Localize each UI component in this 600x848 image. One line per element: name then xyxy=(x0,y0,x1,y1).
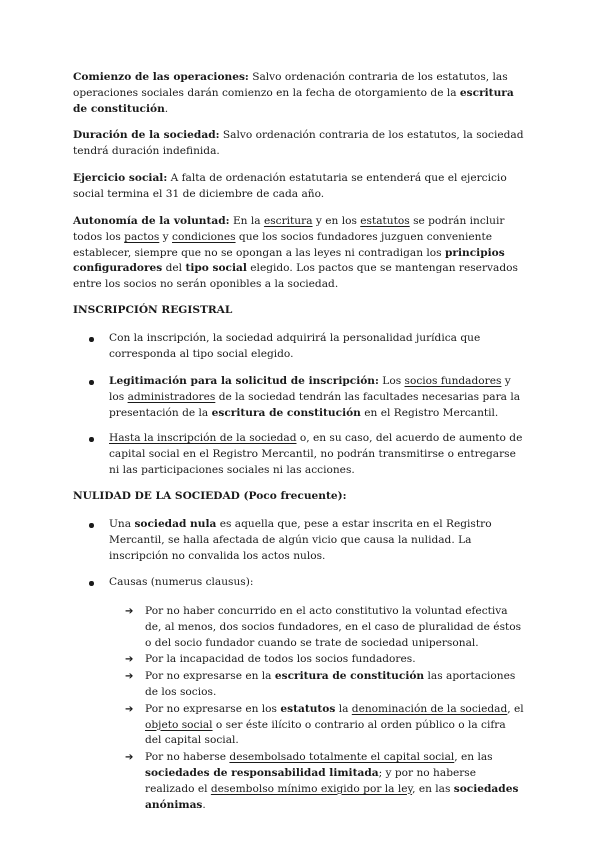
underlined-term: Hasta la inscripción de la sociedad xyxy=(109,432,297,444)
text: , el xyxy=(507,702,524,715)
text: y los xyxy=(109,375,511,403)
underlined-term: administradores xyxy=(127,390,216,403)
paragraph-comienzo xyxy=(73,70,525,117)
text: Salvo ordenación contraria de los estatutos, las operaciones sociales darán comienzo en la fecha de otorgamiento de la xyxy=(73,71,508,99)
underlined-term: desembolsado totalmente el capital social xyxy=(229,751,455,764)
bold-term: escritura de constitución xyxy=(274,670,425,683)
bullet-hasta-inscripcion xyxy=(109,431,523,478)
cause-item xyxy=(125,669,525,701)
label-comienzo: Comienzo de las operaciones: xyxy=(73,71,249,83)
bold-term: escritura de constitución xyxy=(211,406,361,419)
label-autonomia: Autonomía de la voluntad: xyxy=(73,215,230,227)
bold-term: tipo social xyxy=(185,262,247,275)
text: elegido. Los pactos que se mantengan reservados entre los socios no serán oponibles a la sociedad. xyxy=(73,262,518,291)
paragraph-ejercicio xyxy=(73,171,525,203)
bullet-causas xyxy=(109,575,523,591)
underlined-term: condiciones xyxy=(172,230,236,243)
causes-list xyxy=(125,604,525,814)
text: las aportaciones de los socios. xyxy=(145,670,516,698)
bullet-inscripcion-1 xyxy=(109,331,523,363)
text: En la xyxy=(229,215,264,227)
cause-item xyxy=(125,702,525,749)
cause-item xyxy=(125,652,525,668)
text: o ser éste ilícito o contrario al orden público o la cifra del capital social. xyxy=(145,718,506,747)
label-duracion: Duración de la sociedad: xyxy=(73,129,220,141)
text: ; y por no haberse realizado el xyxy=(145,766,477,795)
bold-term: escritura de constitución xyxy=(73,86,514,115)
arrow-icon: ➔ xyxy=(125,703,134,715)
text: Los xyxy=(378,375,405,387)
bold-term: estatutos xyxy=(280,702,336,715)
text: la xyxy=(335,702,352,715)
text: Causas (numerus clausus): xyxy=(109,576,254,588)
text: Una xyxy=(109,518,135,530)
underlined-term: denominación de la sociedad xyxy=(351,702,508,715)
bold-label: Legitimación para la solicitud de inscripción: xyxy=(109,375,379,387)
text: en el Registro Mercantil. xyxy=(360,406,499,419)
bullet-sociedad-nula xyxy=(109,517,523,564)
underlined-term: socios fundadores xyxy=(404,375,502,387)
text: Por no haberse xyxy=(145,751,230,764)
text: , en las xyxy=(412,782,454,795)
underlined-term: desembolso mínimo exigido por la ley xyxy=(210,782,413,795)
arrow-icon: ➔ xyxy=(125,752,134,764)
underlined-term: pactos xyxy=(124,230,160,243)
cause-item xyxy=(125,604,525,651)
text: del xyxy=(162,262,186,275)
heading-inscripcion: INSCRIPCIÓN REGISTRAL xyxy=(73,304,233,316)
bold-term: sociedad nula xyxy=(134,518,217,530)
text: , en las xyxy=(454,751,493,764)
text: . xyxy=(202,798,206,811)
text: Salvo ordenación contraria de los estatutos, la sociedad tendrá duración indefinida. xyxy=(73,129,524,157)
text: . xyxy=(164,102,169,115)
text: Por no expresarse en la xyxy=(145,670,275,683)
bold-term: principios configuradores xyxy=(73,246,505,275)
paragraph-autonomia xyxy=(73,214,525,293)
text: Por no expresarse en los xyxy=(145,702,281,715)
paragraph-duracion xyxy=(73,128,525,160)
text: Por no haber concurrido en el acto constitutivo la voluntad efectiva de, al menos, dos socios fundadores, en el caso de pluralidad de éstos o del socio fundador cuando se trate de sociedad unipersonal. xyxy=(145,605,522,649)
text: de la sociedad tendrán las facultades necesarias para la presentación de la xyxy=(109,390,521,419)
bold-term: sociedades anónimas xyxy=(145,782,519,811)
text: Con la inscripción, la sociedad adquirirá la personalidad jurídica que corresponda al tipo social elegido. xyxy=(109,332,481,360)
cause-item xyxy=(125,750,525,813)
text: Por la incapacidad de todos los socios fundadores. xyxy=(145,653,416,666)
label-ejercicio: Ejercicio social: xyxy=(73,172,168,184)
arrow-icon: ➔ xyxy=(125,606,134,617)
text: o, en su caso, del acuerdo de aumento de capital social en el Registro Mercantil, no podrán transmitirse o entregarse ni las participaciones sociales ni las acciones. xyxy=(109,432,523,476)
text: se podrán incluir todos los xyxy=(73,215,505,243)
underlined-term: estatutos xyxy=(360,215,410,227)
text: y en los xyxy=(312,215,361,227)
text: A falta de ordenación estatutaria se entenderá que el ejercicio social termina el 31 de diciembre de cada año. xyxy=(73,172,507,200)
underlined-term: objeto social xyxy=(145,718,213,731)
underlined-term: escritura xyxy=(263,215,313,227)
text: y xyxy=(159,230,173,243)
arrow-icon: ➔ xyxy=(125,671,134,683)
bullet-legitimacion xyxy=(109,374,523,421)
arrow-icon: ➔ xyxy=(125,654,134,666)
text: es aquella que, pese a estar inscrita en el Registro Mercantil, se halla afectada de algún vicio que causa la nulidad. La inscripción no convalida los actos nulos. xyxy=(109,518,492,562)
bold-term: sociedades de responsabilidad limitada xyxy=(145,766,379,779)
text: que los socios fundadores juzguen conveniente establecer, siempre que no se opongan a las leyes ni contradigan los xyxy=(73,230,492,259)
heading-nulidad: NULIDAD DE LA SOCIEDAD (Poco frecuente): xyxy=(73,490,347,502)
